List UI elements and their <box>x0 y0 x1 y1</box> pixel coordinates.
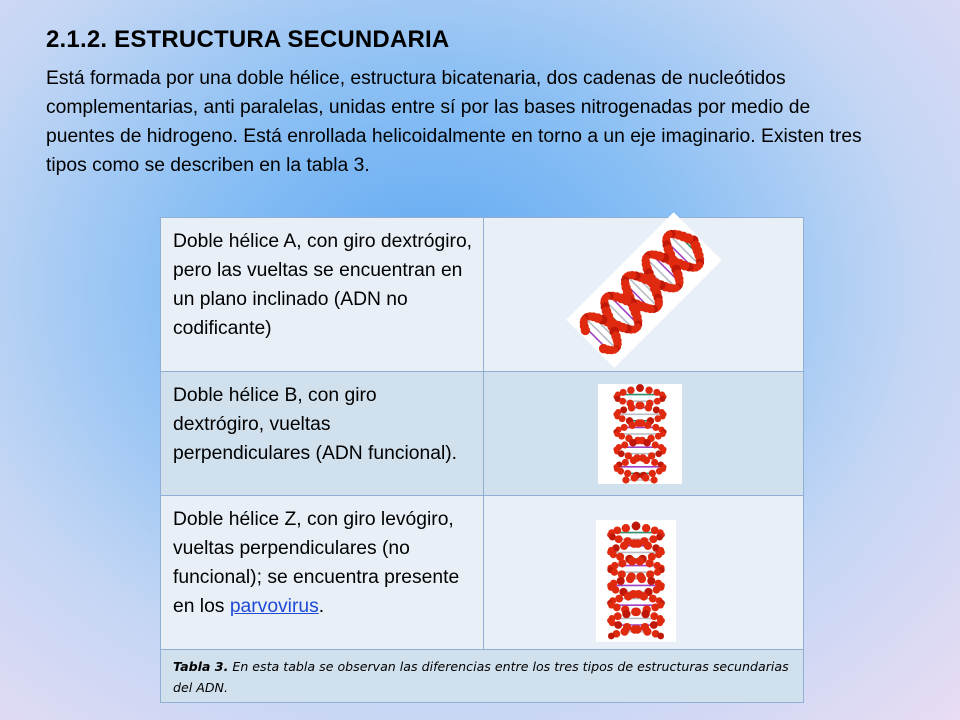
intro-paragraph: Está formada por una doble hélice, estructura bicatenaria, dos cadenas de nucleótidos complementarias, anti paralelas, unidas entre sí por las bases nitrogenadas por medio de puentes de hidrogeno. Está enrollada helicoidalmente en torno a un eje imaginario. Existen tres tipos como se describen en la tabla 3. <box>46 68 862 176</box>
row-a-description: Doble hélice A, con giro dextrógiro, pero las vueltas se encuentran en un plano inclinado (ADN no codificante) <box>173 231 473 339</box>
table-row <box>161 218 804 372</box>
table-row <box>161 372 804 496</box>
parvovirus-link[interactable]: parvovirus <box>229 596 319 617</box>
table-caption: Tabla 3. En esta tabla se observan las diferencias entre los tres tipos de estructuras secundarias del ADN. <box>173 659 789 695</box>
row-z-description: Doble hélice Z, con giro levógiro, vueltas perpendiculares (no funcional); se encuentra presente en los parvovirus. <box>173 509 460 617</box>
caption-label: Tabla 3. <box>173 659 229 674</box>
table-row <box>161 650 804 703</box>
dna-a-form-image <box>564 210 724 370</box>
dna-structures-table <box>160 217 804 703</box>
row-b-description: Doble hélice B, con giro dextrógiro, vueltas perpendiculares (ADN funcional). <box>173 385 458 464</box>
dna-b-form-image <box>598 384 682 484</box>
table-row <box>161 496 804 650</box>
page-title: 2.1.2. ESTRUCTURA SECUNDARIA <box>46 26 450 53</box>
dna-z-form-image <box>596 520 676 642</box>
